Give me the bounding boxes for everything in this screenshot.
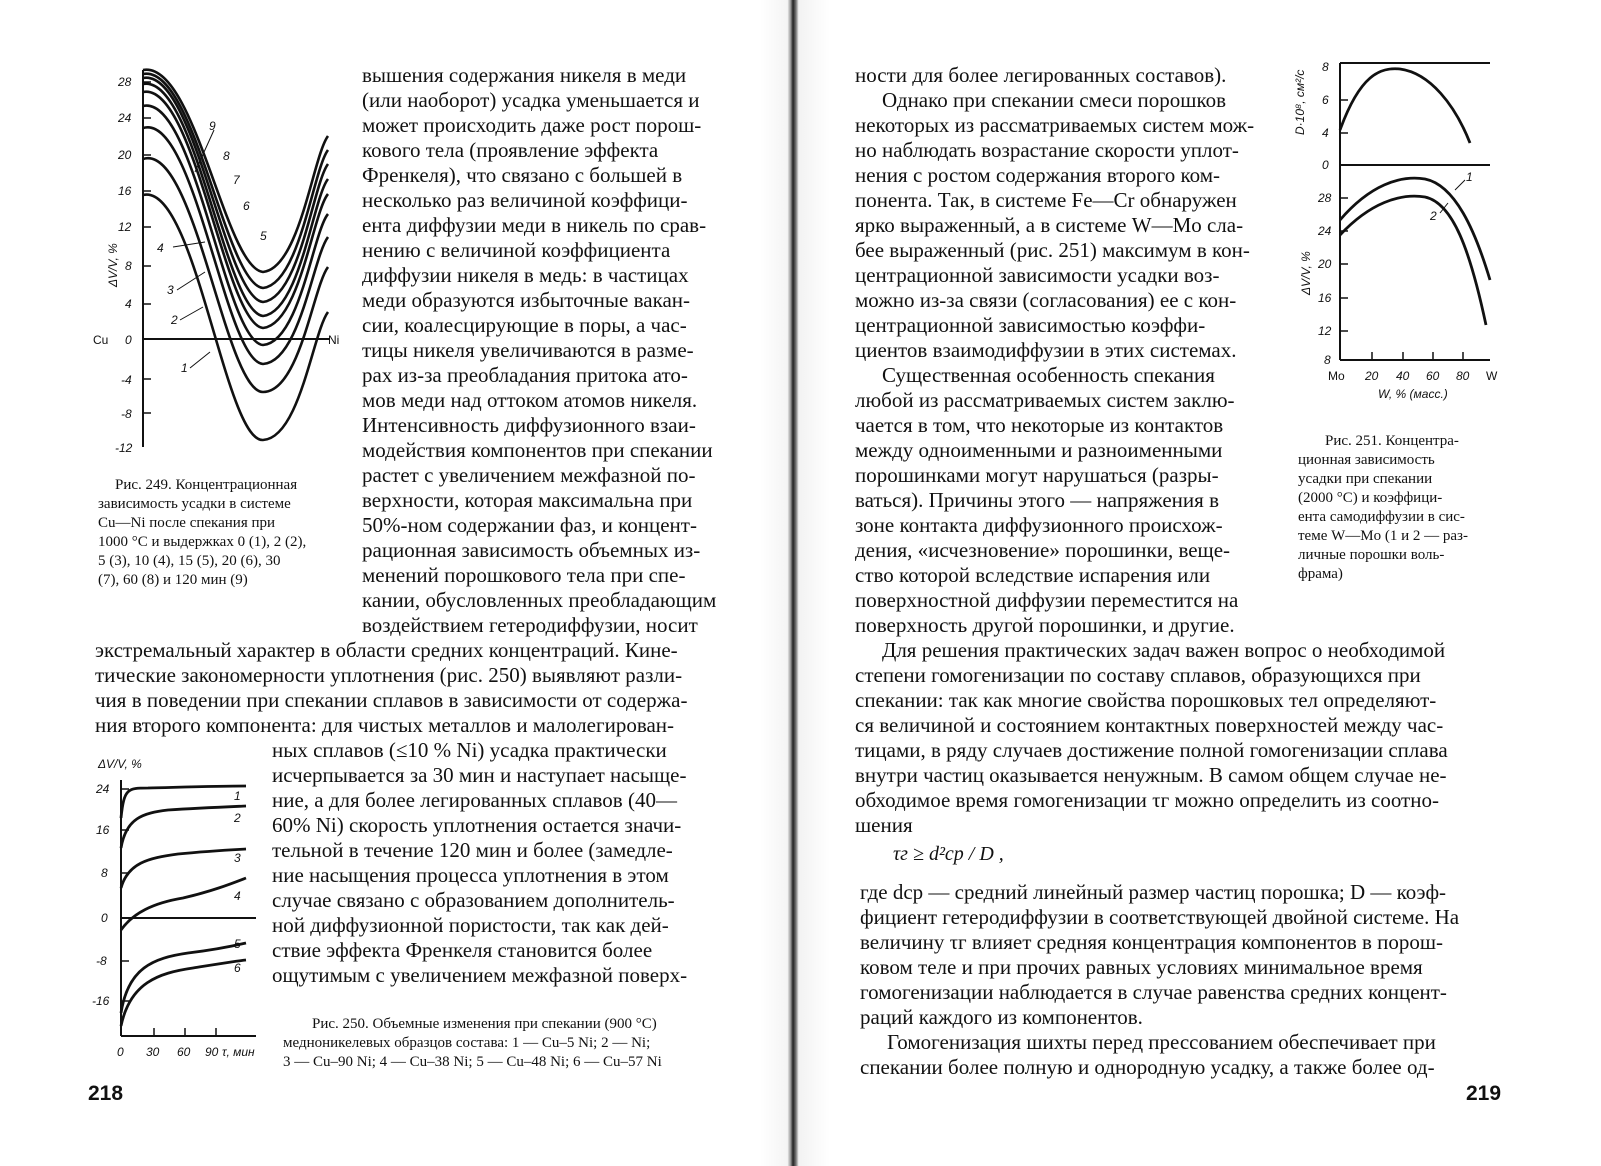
text-line: ся величиной и состоянием контактных поверхностей между час- [855, 713, 1444, 737]
fig251-label-2: 2 [1430, 209, 1437, 223]
fig249-caption-line: Cu—Ni после спекания при [98, 515, 276, 531]
text-line: Для решения практических задач важен вопрос о необходимой [882, 638, 1446, 662]
fig250-label-1: 1 [234, 789, 241, 803]
fig250-ytick-m16: -16 [92, 994, 110, 1008]
fig250-xlabel: τ, мин [222, 1045, 255, 1059]
text-line: дения, «исчезновение» порошинки, веще- [855, 538, 1231, 562]
fig249-label-3: 3 [167, 283, 174, 297]
fig250-curve-1 [121, 786, 246, 818]
text-line: ента диффузии меди в никель по срав- [362, 213, 707, 237]
fig249-ytick-28: 28 [118, 75, 132, 89]
fig249-caption-line: (7), 60 (8) и 120 мин (9) [98, 572, 248, 588]
fig251-caption-line: фрама) [1298, 566, 1343, 582]
fig251-ytick-8: 8 [1324, 353, 1331, 367]
text-line: центрационной зависимости усадки воз- [855, 263, 1220, 287]
text-line: ваться). Причины этого — напряжения в [855, 488, 1219, 512]
fig249-ytick-m4: -4 [121, 373, 132, 387]
fig251-ytick-28: 28 [1318, 191, 1332, 205]
fig249-ytick-12: 12 [118, 220, 132, 234]
figure-249 [85, 62, 355, 462]
fig251-top-ytick-8: 8 [1322, 60, 1329, 74]
text-line: поверхностной диффузии переместится на [855, 588, 1239, 612]
figure-250 [88, 758, 268, 1078]
fig249-label-5: 5 [260, 229, 267, 243]
page-number-left: 218 [88, 1082, 124, 1105]
fig250-xtick-90: 90 [205, 1045, 219, 1059]
text-line: Френкеля), что связано с большей в [362, 163, 683, 187]
fig250-ytick-m8: -8 [96, 954, 107, 968]
text-line: случае связано с образованием дополнитель- [272, 888, 675, 912]
fig251-ytick-20: 20 [1318, 257, 1332, 271]
fig250-label-6: 6 [234, 961, 241, 975]
fig251-top-ytick-4: 4 [1322, 126, 1329, 140]
text-line: степени гомогенизации по составу сплавов, образующихся при [855, 663, 1421, 687]
fig249-label-9: 9 [209, 119, 216, 133]
text-line: спекании: так как многие свойства порошковых тел определяют- [855, 688, 1437, 712]
text-line: ощутимым с увеличением межфазной поверх- [272, 963, 688, 987]
text-line: тицами, в ряду случаев достижение полной гомогенизации сплава [855, 738, 1448, 762]
fig250-xtick-0: 0 [117, 1045, 124, 1059]
text-line: зоне контакта диффузионного происхож- [855, 513, 1223, 537]
text-line: диффузии никеля в медь: в частицах [362, 263, 689, 287]
text-line: Существенная особенность спекания [882, 363, 1215, 387]
fig251-curve-1 [1340, 178, 1490, 280]
fig250-caption-line: медноникелевых образцов состава: 1 — Cu–5 Ni; 2 — Ni; [283, 1035, 651, 1051]
text-line: может происходить даже рост порош- [362, 113, 702, 137]
text-line: некоторых из рассматриваемых систем мож- [855, 113, 1255, 137]
text-line: нения с ростом содержания второго ком- [855, 163, 1220, 187]
fig249-yticks [143, 82, 151, 413]
page-number-right: 219 [1466, 1082, 1502, 1105]
text-line: чия в поведении при спекании сплавов в зависимости от содержа- [95, 688, 688, 712]
fig250-ytick-16: 16 [96, 823, 110, 837]
text-line: понента. Так, в системе Fe—Cr обнаружен [855, 188, 1237, 212]
text-line: тельной в течение 120 мин и более (замедле- [272, 838, 673, 862]
text-line: величину τг влияет средняя концентрация компонентов в порош- [860, 930, 1444, 954]
text-line: Гомогенизация шихты перед прессованием обеспечивает при [887, 1030, 1436, 1054]
fig249-right-end: Ni [328, 333, 340, 347]
text-line: чается в том, что некоторые из контактов [855, 413, 1224, 437]
text-line: экстремальный характер в области средних концентраций. Кине- [95, 638, 678, 662]
fig250-xtick-30: 30 [146, 1045, 160, 1059]
fig250-curve-4 [121, 878, 246, 930]
fig250-ytick-0: 0 [101, 911, 108, 925]
fig249-ytick-m8: -8 [121, 407, 132, 421]
text-line: между одноименными и разноименными [855, 438, 1223, 462]
text-line: спекании более полную и однородную усадку, а также более од- [860, 1055, 1435, 1079]
text-line: нению с величиной коэффициента [362, 238, 671, 262]
fig249-curves [143, 70, 328, 440]
text-line: циентов взаимодиффузии в этих системах. [855, 338, 1237, 362]
fig251-ytick-16: 16 [1318, 291, 1332, 305]
text-line: ние насыщения процесса уплотнения в этом [272, 863, 669, 887]
text-line: исчерпывается за 30 мин и наступает насыще- [272, 763, 687, 787]
text-line: где dср — средний линейный размер частиц порошка; D — коэф- [860, 880, 1447, 904]
fig249-ytick-4: 4 [125, 297, 132, 311]
fig251-diffusion-curve [1340, 69, 1470, 143]
text-line: кового тела (проявление эффекта [362, 138, 659, 162]
text-line: раций каждого из компонентов. [860, 1005, 1143, 1029]
text-line: гомогенизации наблюдается в случае равенства средних концент- [860, 980, 1447, 1004]
fig249-curve-4 [143, 106, 328, 345]
text-line: внутри частиц оказывается ненужным. В самом общем случае не- [855, 763, 1447, 787]
text-line: фициент гетеродиффузии в соответствующей двойной системе. На [860, 905, 1460, 929]
fig251-caption-line: (2000 °С) и коэффици- [1298, 490, 1443, 506]
fig250-curve-2 [121, 806, 246, 848]
fig251-xtick-80: 80 [1456, 369, 1470, 383]
text-line: порошинками могут нарушаться (разры- [855, 463, 1219, 487]
text-line: ности для более легированных составов). [855, 63, 1227, 87]
fig250-caption-line: Рис. 250. Объемные изменения при спекании (900 °С) [312, 1016, 657, 1032]
text-line: несколько раз величиной коэффици- [362, 188, 688, 212]
text-line: (или наоборот) усадка уменьшается и [362, 88, 700, 112]
text-line: мов меди над оттоком атомов никеля. [362, 388, 698, 412]
text-line: кании, обусловленных преобладающим [362, 588, 717, 612]
fig251-curves [1340, 69, 1490, 325]
fig250-label-2: 2 [234, 811, 241, 825]
text-line: центрационной зависимостью коэффи- [855, 313, 1206, 337]
fig250-curves [121, 786, 246, 1026]
fig250-label-3: 3 [234, 851, 241, 865]
fig249-caption-line: Рис. 249. Концентрационная [115, 477, 298, 493]
text-line: обходимое время гомогенизации τг можно определить из соотно- [855, 788, 1439, 812]
fig249-label-2: 2 [171, 313, 178, 327]
fig251-caption-line: ента самодиффузии в сис- [1298, 509, 1465, 525]
fig251-bottom-ylabel: ΔV/V, % [1299, 251, 1313, 295]
text-line: ние, а для более легированных сплавов (40— [272, 788, 677, 812]
text-line: верхности, которая максимальна при [362, 488, 693, 512]
fig250-label-4: 4 [234, 889, 241, 903]
fig249-ytick-m12: -12 [115, 441, 133, 455]
figure-251 [1290, 55, 1510, 415]
fig249-ytick-8: 8 [125, 259, 132, 273]
text-line: ярко выраженный, а в системе W—Mo сла- [855, 213, 1244, 237]
fig249-curve-6 [143, 84, 328, 316]
fig249-label-8: 8 [223, 149, 230, 163]
fig249-ytick-16: 16 [118, 184, 132, 198]
text-line: тические закономерности уплотнения (рис. 250) выявляют разли- [95, 663, 683, 687]
fig250-curve-3 [121, 849, 246, 888]
fig250-ylabel: ΔV/V, % [98, 757, 142, 771]
text-line: модействия компонентов при спекании [362, 438, 713, 462]
text-line: ния второго компонента: для чистых металлов и малолегирован- [95, 713, 675, 737]
fig251-xlabel: W, % (масс.) [1378, 387, 1448, 401]
fig249-curve-9 [143, 70, 328, 272]
text-line: Интенсивность диффузионного взаи- [362, 413, 696, 437]
text-line: шения [855, 813, 913, 837]
fig251-ytick-24: 24 [1318, 224, 1332, 238]
text-line: сии, коалесцирующие в поры, а час- [362, 313, 687, 337]
fig249-label-1: 1 [181, 361, 188, 375]
text-line: воздействием гетеродиффузии, носит [362, 613, 698, 637]
fig251-ytick-12: 12 [1318, 324, 1332, 338]
text-line: ковом теле и при прочих равных условиях минимальное время [860, 955, 1423, 979]
fig251-xtick-60: 60 [1426, 369, 1440, 383]
text-line: меди образуются избыточные вакан- [362, 288, 691, 312]
text-line: ной диффузионной пористости, так как дей- [272, 913, 669, 937]
fig251-top-ylabel: D·10⁸, см²/с [1293, 69, 1307, 135]
fig249-label-7: 7 [233, 173, 240, 187]
fig249-caption-line: 1000 °С и выдержках 0 (1), 2 (2), [98, 534, 307, 550]
fig250-caption-line: 3 — Cu–90 Ni; 4 — Cu–38 Ni; 5 — Cu–48 Ni; 6 — Cu–57 Ni [283, 1054, 662, 1070]
fig251-top-ytick-0: 0 [1322, 158, 1329, 172]
fig250-curve-5 [121, 943, 246, 1013]
text-line: рах из-за преобладания притока ато- [362, 363, 688, 387]
fig250-ytick-8: 8 [101, 866, 108, 880]
text-line: бее выраженный (рис. 251) максимум в кон- [855, 238, 1250, 262]
fig249-ylabel: ΔV/V, % [106, 243, 120, 287]
text-line: тицы никеля увеличиваются в разме- [362, 338, 694, 362]
fig249-ytick-20: 20 [118, 148, 132, 162]
text-line: Однако при спекании смеси порошков [882, 88, 1227, 112]
fig251-xtick-20: 20 [1365, 369, 1379, 383]
homogenization-formula: τг ≥ d²ср / D , [893, 843, 1004, 865]
text-line: растет с увеличением межфазной по- [362, 463, 696, 487]
text-line: ство которой вследствие испарения или [855, 563, 1211, 587]
text-line: 60% Ni) скорость уплотнения остается значи- [272, 813, 682, 837]
fig251-xtick-40: 40 [1396, 369, 1410, 383]
text-line: поверхность другой порошинки, и другие. [855, 613, 1235, 637]
fig249-ytick-24: 24 [118, 111, 132, 125]
text-line: рационная зависимость объемных из- [362, 538, 701, 562]
text-line: менений порошкового тела при спе- [362, 563, 686, 587]
text-line: можно из-за связи (согласования) ее с кон- [855, 288, 1237, 312]
fig251-caption-line: личные порошки воль- [1298, 547, 1445, 563]
fig251-xtick-mo: Mo [1328, 369, 1345, 383]
fig251-xtick-w: W [1486, 369, 1498, 383]
fig251-caption-line: теме W—Mo (1 и 2 — раз- [1298, 528, 1468, 544]
text-line: 50%-ном содержании фаз, и концент- [362, 513, 697, 537]
fig249-label-6: 6 [243, 199, 250, 213]
fig250-ytick-24: 24 [96, 782, 110, 796]
text-line: любой из рассматриваемых систем заклю- [855, 388, 1235, 412]
text-line: но наблюдать возрастание скорости уплот- [855, 138, 1239, 162]
fig250-label-5: 5 [234, 937, 241, 951]
fig251-top-ytick-6: 6 [1322, 93, 1329, 107]
fig249-ytick-0: 0 [125, 333, 132, 347]
fig249-left-end: Cu [93, 333, 109, 347]
fig250-xtick-60: 60 [177, 1045, 191, 1059]
fig251-caption-line: ционная зависимость [1298, 452, 1435, 468]
fig249-caption-line: зависимость усадки в системе [98, 496, 291, 512]
fig251-label-1: 1 [1466, 170, 1473, 184]
fig251-caption-line: Рис. 251. Концентра- [1325, 433, 1459, 449]
text-line: вышения содержания никеля в меди [362, 63, 687, 87]
text-line: ных сплавов (≤10 % Ni) усадка практически [272, 738, 667, 762]
text-line: ствие эффекта Френкеля становится более [272, 938, 653, 962]
fig249-label-4: 4 [157, 241, 164, 255]
book-spine [787, 0, 799, 1166]
fig249-caption-line: 5 (3), 10 (4), 15 (5), 20 (6), 30 [98, 553, 281, 569]
fig251-caption-line: усадки при спекании [1298, 471, 1433, 487]
